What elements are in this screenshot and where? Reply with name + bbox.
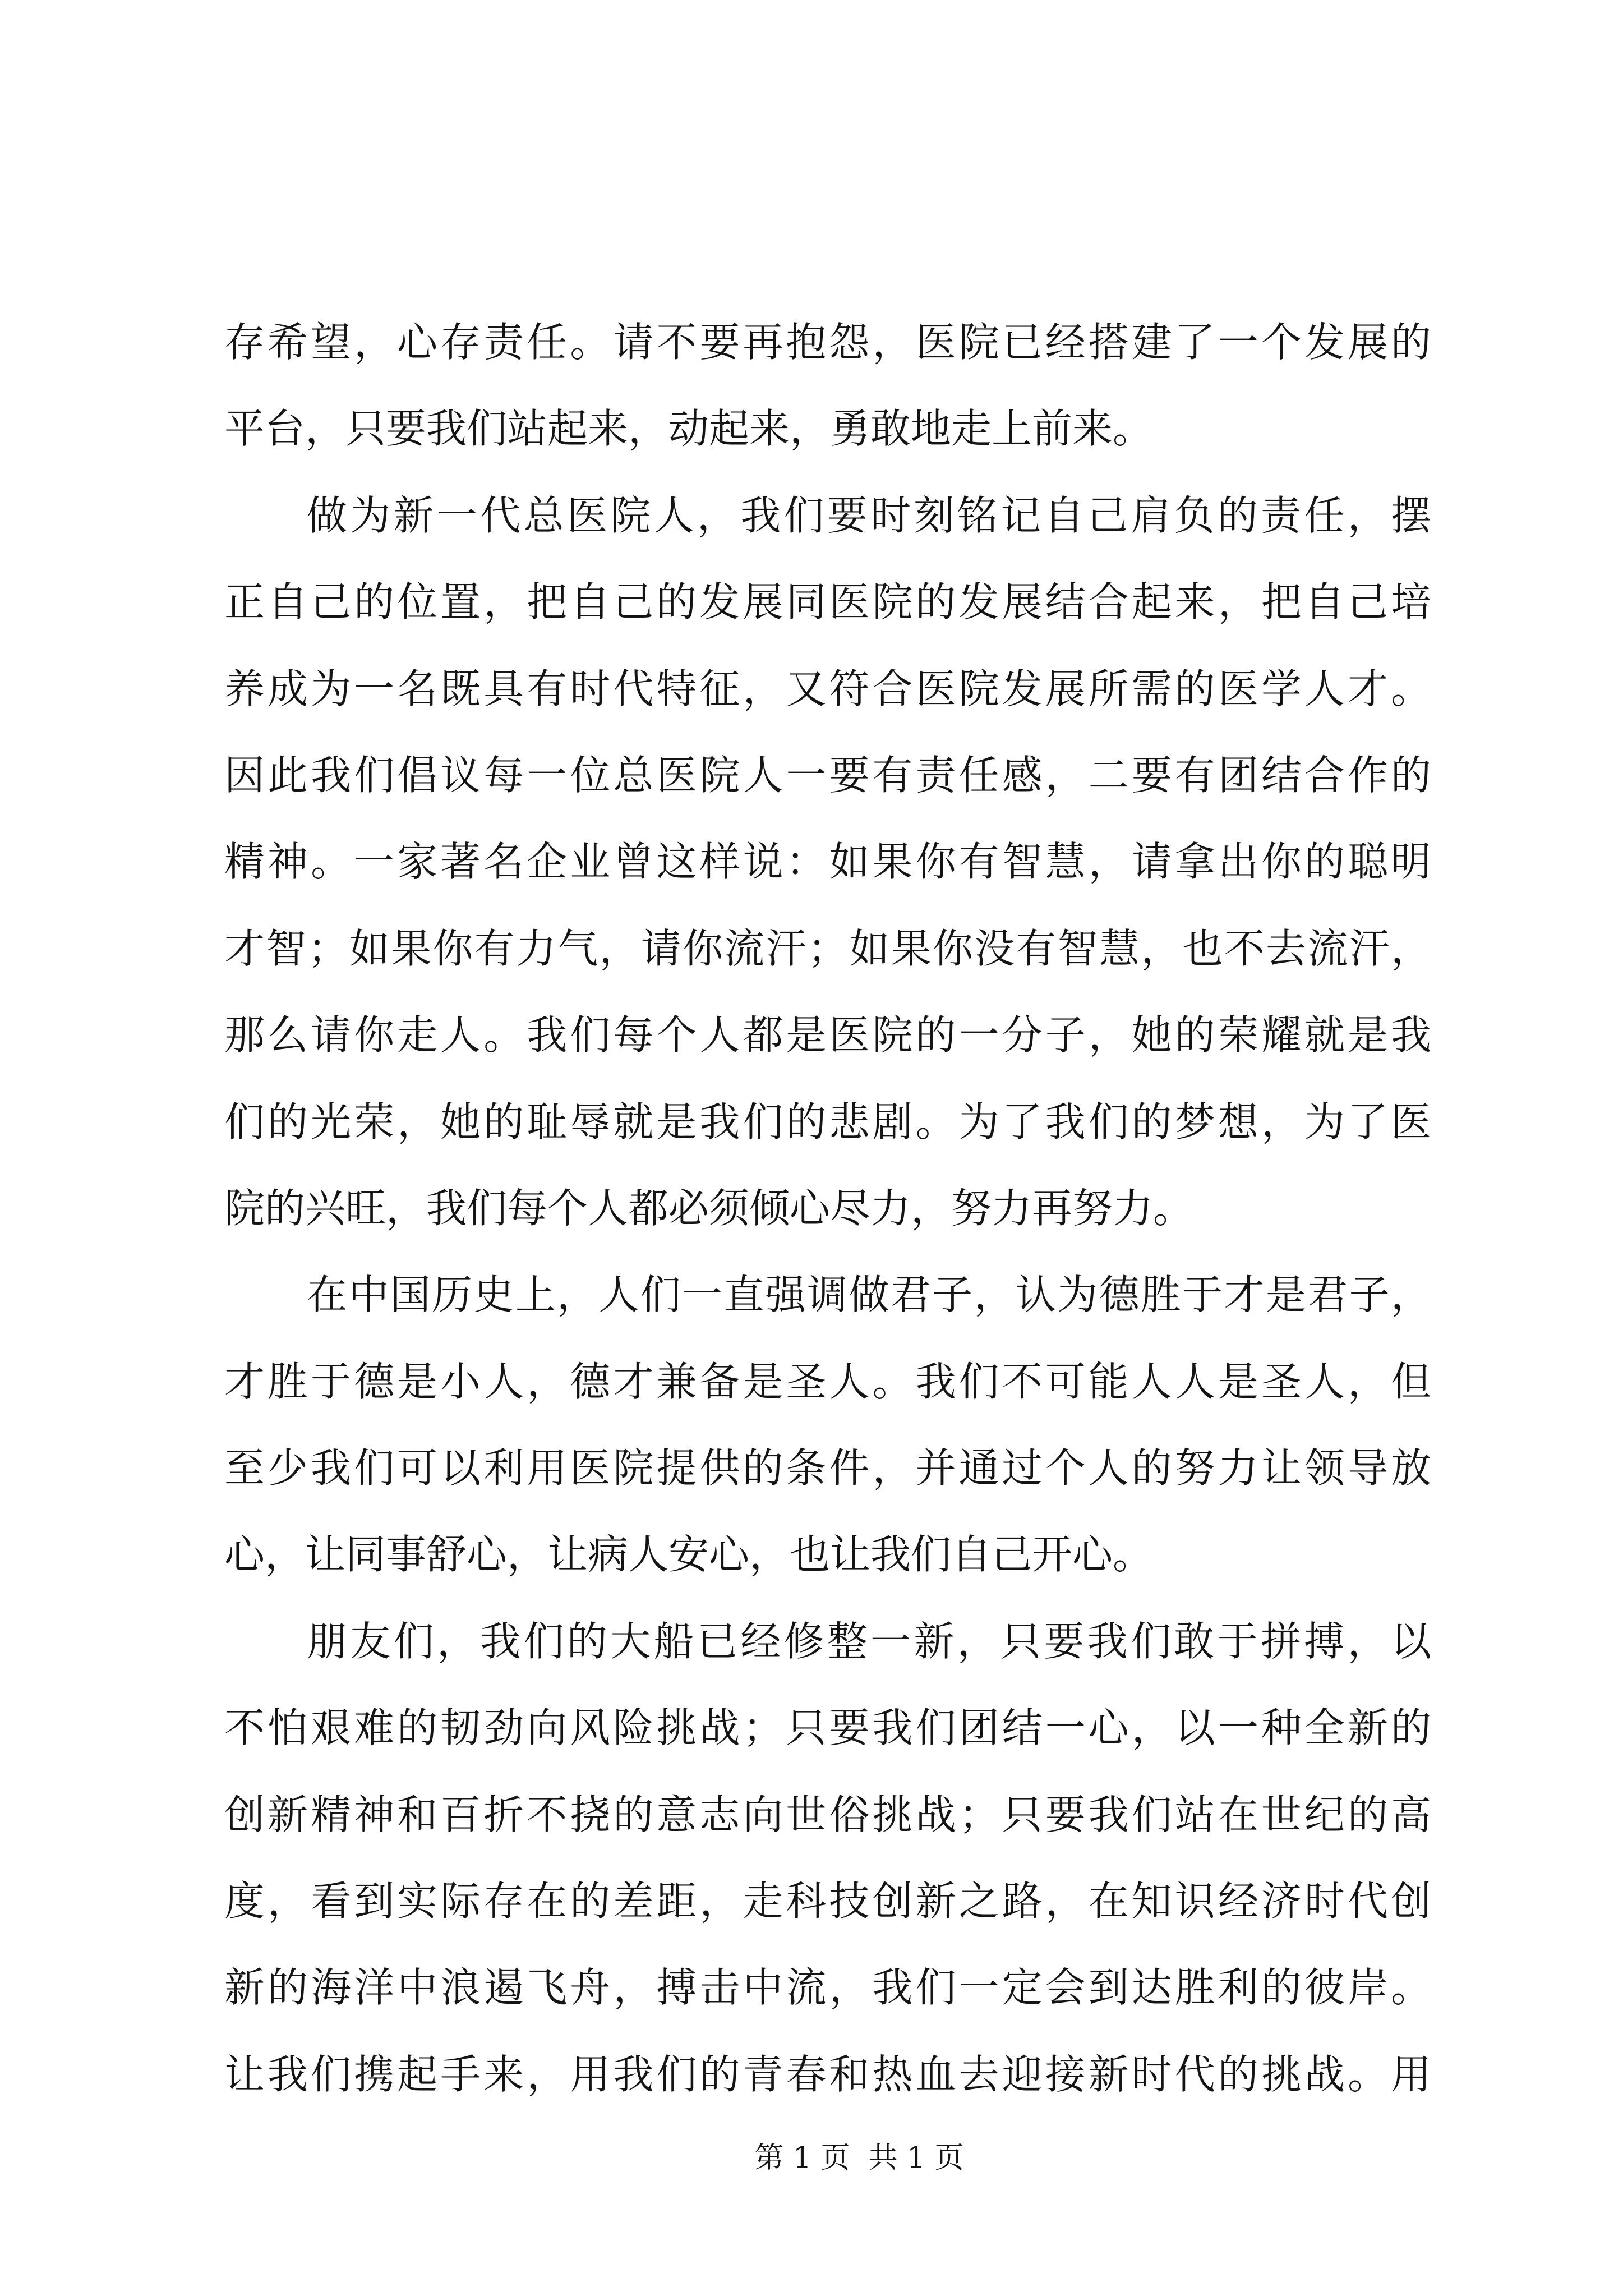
paragraph bbox=[224, 472, 1431, 1252]
text-line: 因此我们倡议每一位总医院人一要有责任感，二要有团结合作的 bbox=[224, 751, 1431, 799]
text-line: 度，看到实际存在的差距，走科技创新之路，在知识经济时代创 bbox=[224, 1878, 1431, 1925]
text-line: 做为新一代总医院人，我们要时刻铭记自己肩负的责任，摆 bbox=[307, 491, 1431, 539]
page-footer: 第 1 页 共 1 页 bbox=[754, 2141, 964, 2175]
text-line: 心，让同事舒心，让病人安心，也让我们自己开心。 bbox=[224, 1531, 1154, 1579]
text-line: 院的兴旺，我们每个人都必须倾心尽力，努力再努力。 bbox=[224, 1184, 1194, 1232]
text-line: 新的海洋中浪遏飞舟，搏击中流，我们一定会到达胜利的彼岸。 bbox=[224, 1964, 1431, 2012]
text-line: 们的光荣，她的耻辱就是我们的悲剧。为了我们的梦想，为了医 bbox=[224, 1098, 1431, 1145]
text-line: 那么请你走人。我们每个人都是医院的一分子，她的荣耀就是我 bbox=[224, 1011, 1431, 1059]
text-line: 朋友们，我们的大船已经修整一新，只要我们敢于拼搏，以 bbox=[307, 1617, 1431, 1665]
text-line: 在中国历史上，人们一直强调做君子，认为德胜于才是君子， bbox=[307, 1271, 1431, 1319]
text-line: 正自己的位置，把自己的发展同医院的发展结合起来，把自己培 bbox=[224, 578, 1431, 626]
text-line: 不怕艰难的韧劲向风险挑战；只要我们团结一心，以一种全新的 bbox=[224, 1704, 1431, 1752]
text-line: 精神。一家著名企业曾这样说：如果你有智慧，请拿出你的聪明 bbox=[224, 838, 1431, 886]
text-line: 至少我们可以利用医院提供的条件，并通过个人的努力让领导放 bbox=[224, 1444, 1431, 1492]
text-line: 养成为一名既具有时代特征，又符合医院发展所需的医学人才。 bbox=[224, 665, 1431, 712]
paragraph bbox=[224, 1598, 1431, 2118]
text-line: 平台，只要我们站起来，动起来，勇敢地走上前来。 bbox=[224, 405, 1154, 453]
text-line: 才智；如果你有力气，请你流汗；如果你没有智慧，也不去流汗， bbox=[224, 924, 1431, 972]
text-line: 让我们携起手来，用我们的青春和热血去迎接新时代的挑战。用 bbox=[224, 2050, 1431, 2098]
paragraph bbox=[224, 299, 1431, 472]
paragraph bbox=[224, 1251, 1431, 1598]
body-text bbox=[224, 299, 1431, 2118]
text-line: 才胜于德是小人，德才兼备是圣人。我们不可能人人是圣人，但 bbox=[224, 1358, 1431, 1405]
text-line: 存希望，心存责任。请不要再抱怨，医院已经搭建了一个发展的 bbox=[224, 319, 1431, 366]
text-line: 创新精神和百折不挠的意志向世俗挑战；只要我们站在世纪的高 bbox=[224, 1791, 1431, 1838]
